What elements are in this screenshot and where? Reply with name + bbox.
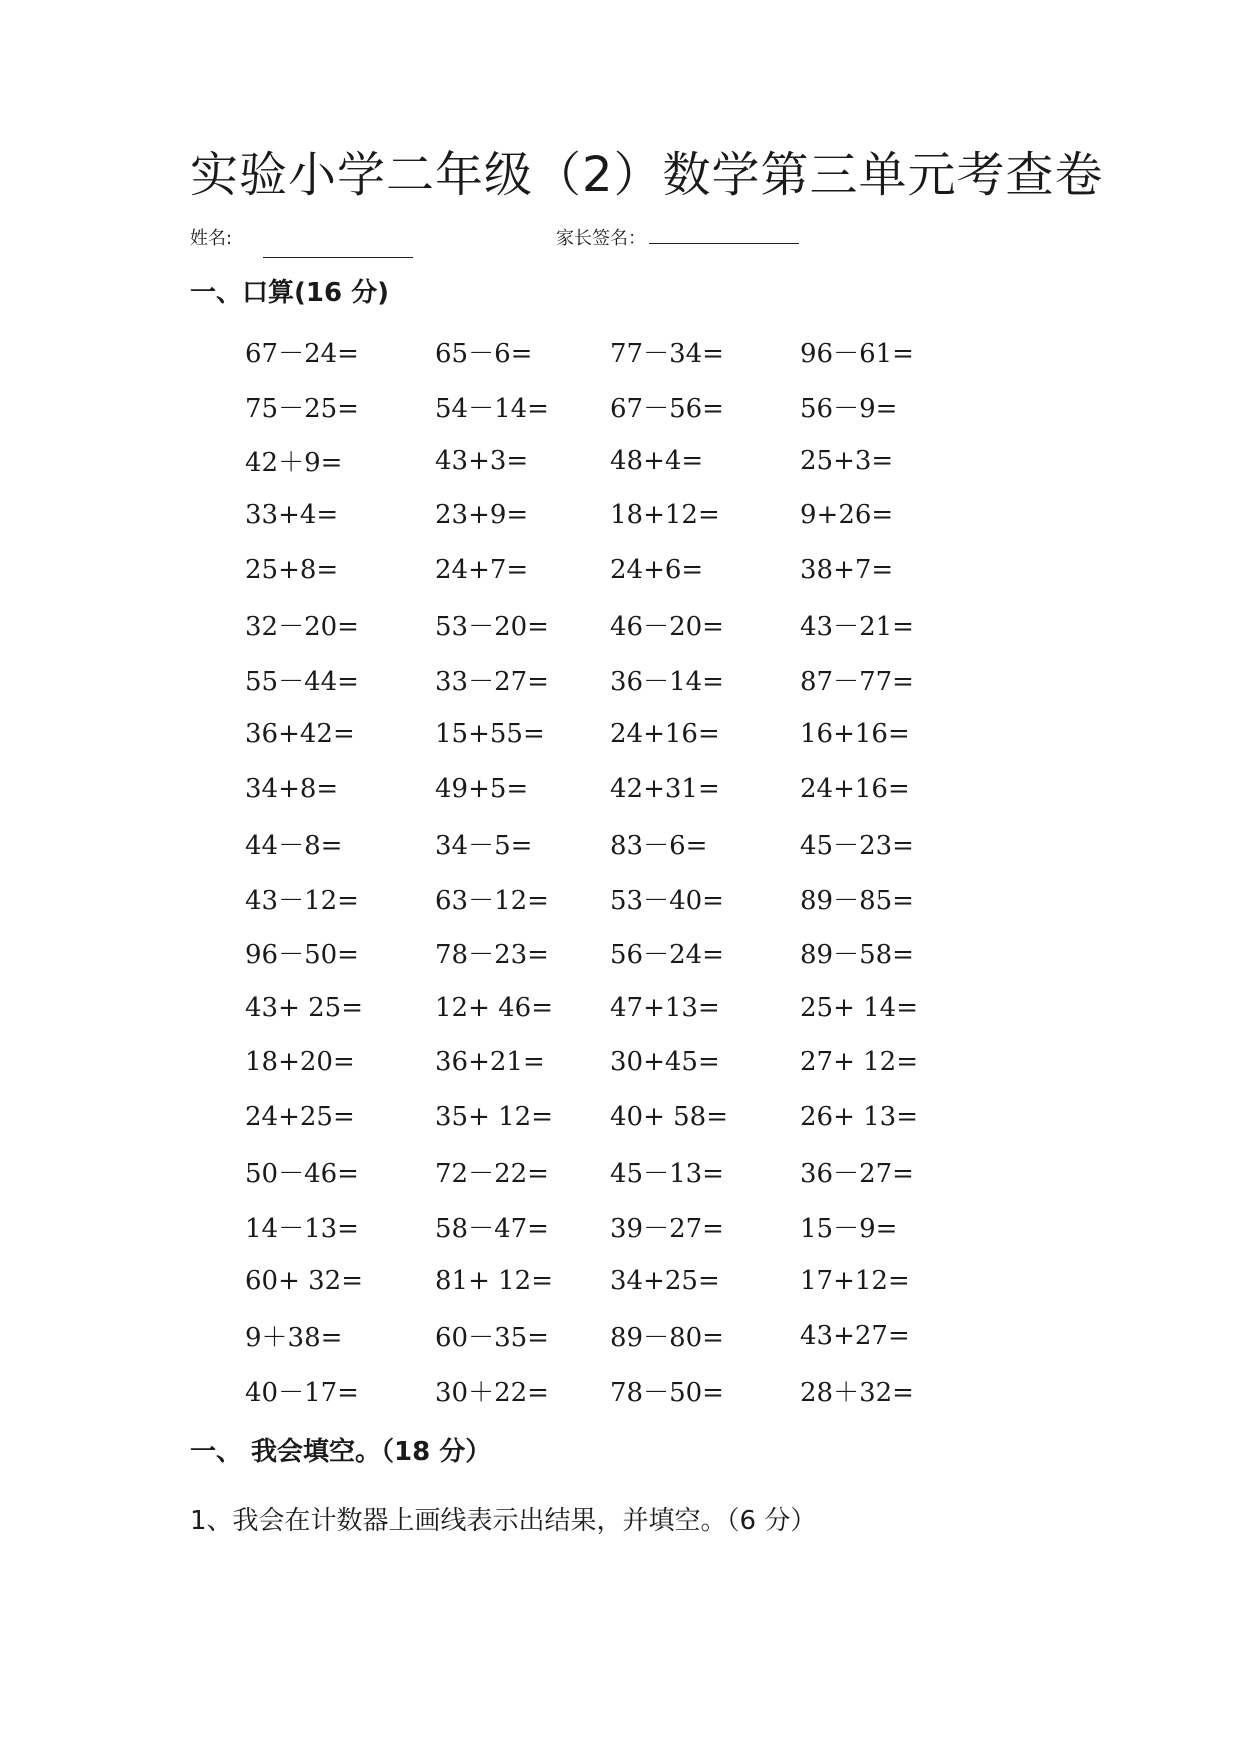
arithmetic-problem: 24+6= <box>610 555 704 586</box>
arithmetic-problem: 96－61= <box>800 338 914 369</box>
problem-row <box>245 871 1005 926</box>
arithmetic-problem: 67－24= <box>245 338 359 369</box>
arithmetic-problem: 42+31= <box>610 773 720 804</box>
arithmetic-problem: 43－21= <box>800 612 914 643</box>
arithmetic-problem: 42＋9= <box>245 448 343 479</box>
arithmetic-problem: 40－17= <box>245 1377 359 1408</box>
arithmetic-problem: 72－22= <box>435 1159 549 1190</box>
arithmetic-problem: 60－35= <box>435 1323 549 1354</box>
arithmetic-problem: 14－13= <box>245 1213 359 1244</box>
parent-signature-blank-line <box>649 220 799 244</box>
arithmetic-problem: 32－20= <box>245 612 359 643</box>
arithmetic-problem: 53－40= <box>610 885 724 916</box>
arithmetic-problem: 96－50= <box>245 940 359 971</box>
arithmetic-problem: 18+20= <box>245 1047 355 1078</box>
section-heading-fill-blanks: 一、 我会填空。（18 分） <box>190 1437 492 1467</box>
problem-row <box>245 1090 1005 1145</box>
arithmetic-problem: 50－46= <box>245 1159 359 1190</box>
arithmetic-problem: 89－80= <box>610 1323 724 1354</box>
problem-row <box>245 1254 1005 1309</box>
arithmetic-problem: 25+8= <box>245 555 339 586</box>
arithmetic-problem: 28＋32= <box>800 1377 914 1408</box>
problem-row <box>245 433 1005 488</box>
arithmetic-problem: 34+8= <box>245 773 339 804</box>
arithmetic-problem: 40+ 58= <box>610 1101 729 1132</box>
arithmetic-problem: 87－77= <box>800 666 914 697</box>
arithmetic-problem: 30＋22= <box>435 1377 549 1408</box>
problem-row <box>245 1144 1005 1199</box>
section-heading-mental-math: 一、口算(16 分) <box>190 278 389 308</box>
arithmetic-problem: 17+12= <box>800 1266 910 1297</box>
arithmetic-problem: 33－27= <box>435 666 549 697</box>
arithmetic-problem: 83－6= <box>610 831 708 862</box>
problem-row <box>245 597 1005 652</box>
arithmetic-problem: 39－27= <box>610 1213 724 1244</box>
problem-row <box>245 1308 1005 1363</box>
arithmetic-problem: 36－27= <box>800 1159 914 1190</box>
problem-row <box>245 1199 1005 1254</box>
arithmetic-problem: 45－23= <box>800 831 914 862</box>
arithmetic-problem: 54－14= <box>435 393 549 424</box>
problem-row <box>245 926 1005 981</box>
arithmetic-problem: 77－34= <box>610 338 724 369</box>
arithmetic-problem: 9＋38= <box>245 1323 343 1354</box>
problem-row <box>245 816 1005 871</box>
arithmetic-problem: 15－9= <box>800 1213 898 1244</box>
arithmetic-problem: 36+42= <box>245 719 355 750</box>
arithmetic-problem: 75－25= <box>245 393 359 424</box>
arithmetic-problem: 43－12= <box>245 885 359 916</box>
problem-row <box>245 1035 1005 1090</box>
arithmetic-problem: 89－85= <box>800 885 914 916</box>
arithmetic-problem: 58－47= <box>435 1213 549 1244</box>
problem-row <box>245 762 1005 817</box>
arithmetic-problem: 12+ 46= <box>435 992 554 1023</box>
problem-row <box>245 652 1005 707</box>
arithmetic-problem: 35+ 12= <box>435 1101 554 1132</box>
arithmetic-problem: 24+25= <box>245 1101 355 1132</box>
problem-row <box>245 488 1005 543</box>
arithmetic-problem: 9+26= <box>800 500 894 531</box>
name-label: 姓名: <box>190 228 233 249</box>
arithmetic-problem: 78－50= <box>610 1377 724 1408</box>
arithmetic-problem: 38+7= <box>800 555 894 586</box>
arithmetic-problem: 56－9= <box>800 393 898 424</box>
arithmetic-problem: 34+25= <box>610 1266 720 1297</box>
problem-row <box>245 707 1005 762</box>
page-title: 实验小学二年级（2）数学第三单元考查卷 <box>190 147 1104 203</box>
arithmetic-problem: 36－14= <box>610 666 724 697</box>
arithmetic-problem: 24+16= <box>610 719 720 750</box>
arithmetic-problem: 48+4= <box>610 445 704 476</box>
arithmetic-problem: 63－12= <box>435 885 549 916</box>
arithmetic-problem: 67－56= <box>610 393 724 424</box>
arithmetic-problem: 55－44= <box>245 666 359 697</box>
arithmetic-problem: 89－58= <box>800 940 914 971</box>
arithmetic-problem: 60+ 32= <box>245 1266 364 1297</box>
arithmetic-problem: 34－5= <box>435 831 533 862</box>
arithmetic-problem: 81+ 12= <box>435 1266 554 1297</box>
arithmetic-problem: 49+5= <box>435 773 529 804</box>
problem-row <box>245 543 1005 598</box>
arithmetic-problem: 53－20= <box>435 612 549 643</box>
arithmetic-problem: 33+4= <box>245 500 339 531</box>
problem-row <box>245 324 1005 379</box>
arithmetic-problem: 47+13= <box>610 992 720 1023</box>
arithmetic-problem: 36+21= <box>435 1047 545 1078</box>
problem-row <box>245 379 1005 434</box>
arithmetic-problem: 25+3= <box>800 445 894 476</box>
arithmetic-problem: 56－24= <box>610 940 724 971</box>
parent-signature-label: 家长签名： <box>556 228 646 249</box>
arithmetic-problem: 45－13= <box>610 1159 724 1190</box>
arithmetic-problem: 15+55= <box>435 719 545 750</box>
arithmetic-problem: 43+3= <box>435 445 529 476</box>
mental-math-grid <box>245 324 1005 1418</box>
arithmetic-problem: 23+9= <box>435 500 529 531</box>
arithmetic-problem: 24+7= <box>435 555 529 586</box>
arithmetic-problem: 27+ 12= <box>800 1047 919 1078</box>
problem-row <box>245 1363 1005 1418</box>
arithmetic-problem: 24+16= <box>800 773 910 804</box>
arithmetic-problem: 78－23= <box>435 940 549 971</box>
arithmetic-problem: 26+ 13= <box>800 1101 919 1132</box>
problem-row <box>245 980 1005 1035</box>
arithmetic-problem: 16+16= <box>800 719 910 750</box>
arithmetic-problem: 18+12= <box>610 500 720 531</box>
problem-1-text: 1、我会在计数器上画线表示出结果，并填空。（6 分） <box>190 1506 817 1536</box>
arithmetic-problem: 43+ 25= <box>245 992 364 1023</box>
arithmetic-problem: 25+ 14= <box>800 992 919 1023</box>
arithmetic-problem: 65－6= <box>435 338 533 369</box>
arithmetic-problem: 30+45= <box>610 1047 720 1078</box>
arithmetic-problem: 43+27= <box>800 1320 910 1351</box>
arithmetic-problem: 44－8= <box>245 831 343 862</box>
name-blank-line <box>263 230 413 258</box>
arithmetic-problem: 46－20= <box>610 612 724 643</box>
